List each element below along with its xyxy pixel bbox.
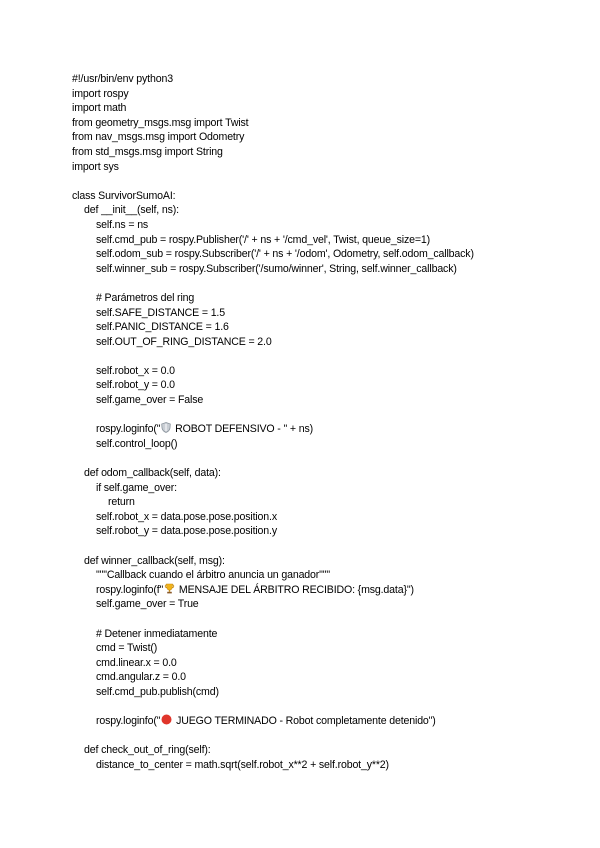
code-line: self.odom_sub = rospy.Subscriber('/' + ns + '/odom', Odometry, self.odom_callback) (96, 248, 474, 261)
code-docstring: """Callback cuando el árbitro anuncia un ganador""" (96, 569, 330, 582)
code-comment: # Detener inmediatamente (96, 627, 218, 640)
shield-icon (161, 422, 171, 433)
code-line: def check_out_of_ring(self): (84, 744, 211, 757)
code-line: self.game_over = False (96, 394, 204, 407)
code-line: class SurvivorSumoAI: (72, 189, 176, 202)
blank-line (72, 408, 572, 423)
code-line (72, 422, 572, 437)
code-line: self.game_over = True (96, 598, 199, 611)
blank-line (72, 451, 572, 466)
code-line: import sys (72, 160, 119, 173)
code-line: from geometry_msgs.msg import Twist (72, 116, 249, 129)
code-line: self.cmd_pub = rospy.Publisher('/' + ns + '/cmd_vel', Twist, queue_size=1) (96, 233, 431, 246)
code-line (72, 714, 572, 729)
code-listing (72, 72, 572, 773)
blank-line (72, 700, 572, 715)
blank-line (72, 174, 572, 189)
code-line: from std_msgs.msg import String (72, 145, 223, 158)
code-line: import rospy (72, 87, 129, 100)
code-line: cmd.angular.z = 0.0 (96, 671, 186, 684)
blank-line (72, 349, 572, 364)
code-line: def odom_callback(self, data): (84, 467, 221, 480)
trophy-icon (164, 583, 175, 594)
code-line: self.PANIC_DISTANCE = 1.6 (96, 321, 229, 334)
code-segment: MENSAJE DEL ÁRBITRO RECIBIDO: {msg.data}") (176, 583, 414, 596)
blank-line (72, 612, 572, 627)
code-segment: JUEGO TERMINADO - Robot completamente detenido") (173, 715, 436, 728)
blank-line (72, 276, 572, 291)
code-line: self.cmd_pub.publish(cmd) (96, 685, 219, 698)
code-line: return (108, 496, 135, 509)
code-segment: ROBOT DEFENSIVO - " + ns) (172, 423, 313, 436)
code-segment: rospy.loginfo(" (96, 715, 161, 728)
code-segment: rospy.loginfo(" (96, 423, 161, 436)
code-line: cmd = Twist() (96, 642, 158, 655)
code-line: from nav_msgs.msg import Odometry (72, 131, 245, 144)
red-circle-icon (161, 714, 172, 725)
code-line: self.robot_y = 0.0 (96, 379, 175, 392)
blank-line (72, 729, 572, 744)
code-line: #!/usr/bin/env python3 (72, 73, 173, 85)
code-segment: rospy.loginfo(f" (96, 583, 164, 596)
code-line: def __init__(self, ns): (84, 204, 179, 217)
code-line: cmd.linear.x = 0.0 (96, 656, 177, 669)
code-line: self.winner_sub = rospy.Subscriber('/sumo/winner', String, self.winner_callback) (96, 262, 457, 275)
code-line: def winner_callback(self, msg): (84, 554, 225, 567)
code-line: distance_to_center = math.sqrt(self.robot_x**2 + self.robot_y**2) (96, 758, 389, 771)
code-line: self.robot_x = 0.0 (96, 364, 175, 377)
code-line: self.robot_x = data.pose.pose.position.x (96, 510, 277, 523)
code-comment: # Parámetros del ring (96, 291, 195, 304)
code-line (72, 583, 572, 598)
code-line: self.OUT_OF_RING_DISTANCE = 2.0 (96, 335, 272, 348)
code-line: import math (72, 102, 127, 115)
code-line: self.control_loop() (96, 437, 178, 450)
code-line: self.SAFE_DISTANCE = 1.5 (96, 306, 225, 319)
blank-line (72, 539, 572, 554)
code-line: self.robot_y = data.pose.pose.position.y (96, 525, 277, 538)
code-line: self.ns = ns (96, 218, 149, 231)
code-line: if self.game_over: (96, 481, 177, 494)
